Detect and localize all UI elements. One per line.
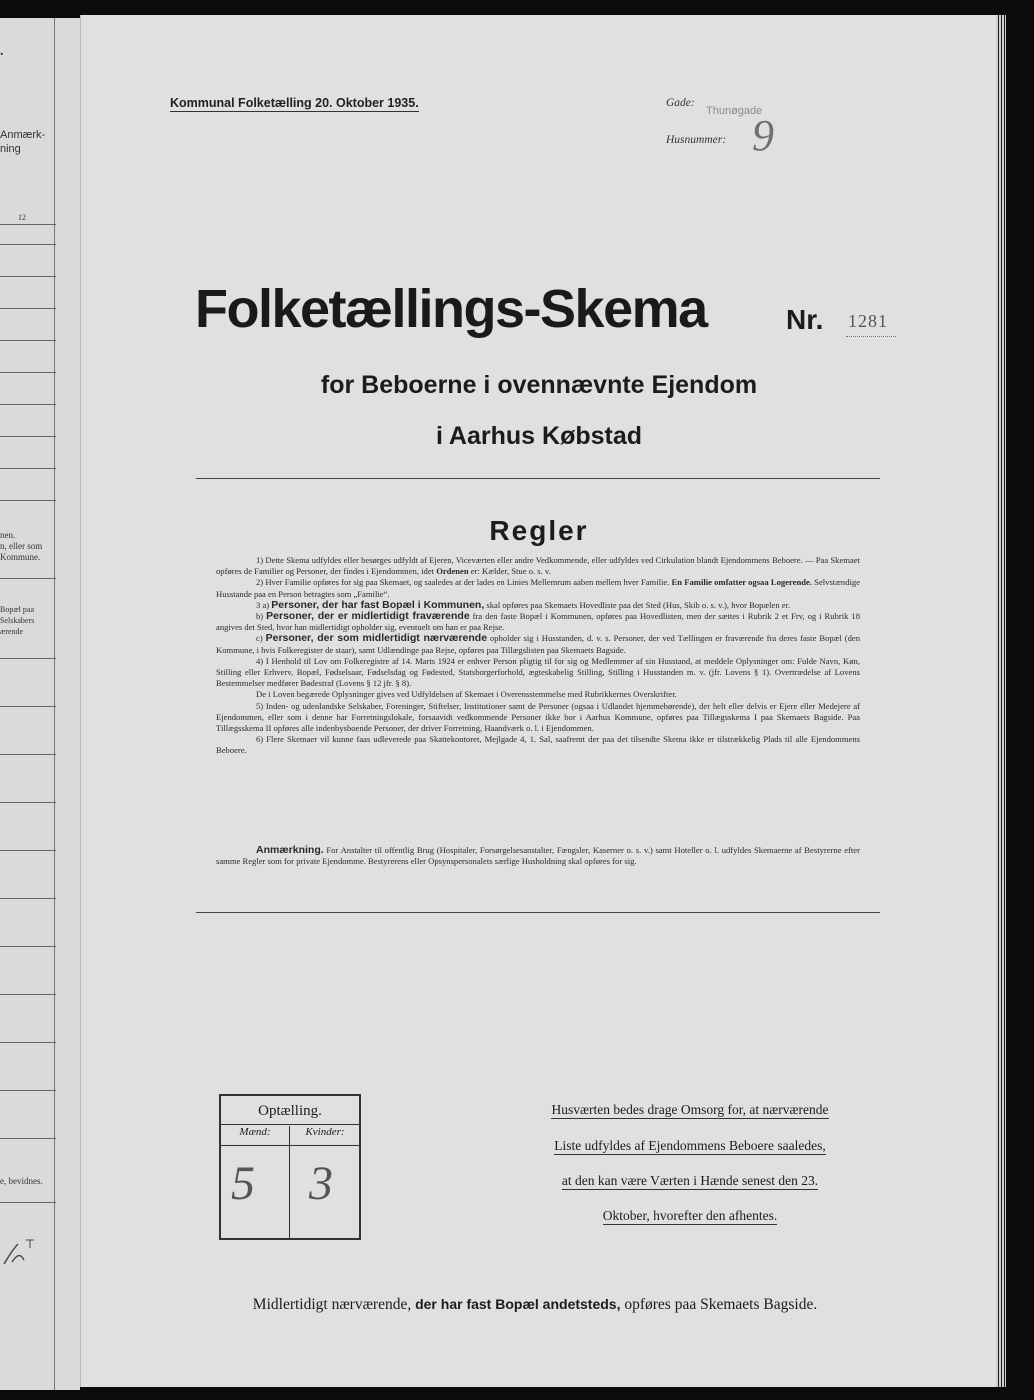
rule-1: 1) Dette Skema udfyldes eller besørges udfyldt af Ejeren, Viceværten eller andre Vedkommende, eller udfyldes ved Cirkulation blandt Ejendommens Beboere. — Paa Skemaet opføres de Familier og Personer, der findes i Ejendommen, idet Ordenen er: Kælder, Stue o. s. v. [216, 555, 860, 577]
adjacent-page-rule [0, 436, 56, 437]
adjacent-page-rule [0, 706, 56, 707]
rule-5: 5) Inden- og udenlandske Selskaber, Foreninger, Stiftelser, Institutioner samt de Personer (ogsaa i Udlandet hjemmehørende), der helt eller delvis er Ejere eller Medejere af Ejendommen, eller som i denne har Forretningslokale, forsaavidt vedkommende Personer ikke bor i Aarhus Kommune, opføres paa Tillægsskema I paa Skemaets Bagside. Paa Tillægsskema II opføres alle indenbysboende Personer, der driver Forretning, Haandværk o. l. i Ejendommen. [216, 700, 860, 734]
form-number-dotted-line [846, 336, 896, 337]
adjacent-page-column-number: 12 [18, 213, 26, 222]
adjacent-page-rule [0, 658, 56, 659]
rule-6: 6) Flere Skemaer vil kunne faas udleverede paa Skattekontoret, Mejlgade 4, 1. Sal, saafremt der paa det tilsendte Skema ikke er tilstrækkelig Plads til alle Ejendommens Beboere. [216, 734, 860, 756]
count-subheader-rule [221, 1145, 359, 1146]
adjacent-page-dot: . [0, 44, 4, 59]
count-column-divider [289, 1126, 290, 1238]
adjacent-page-rule [0, 308, 56, 309]
adjacent-page-rule [0, 754, 56, 755]
adjacent-page-rule [0, 1138, 56, 1139]
form-number-label: Nr. [786, 304, 824, 335]
form-number-value: 1281 [848, 311, 888, 331]
notice-line: Oktober, hvorefter den afhentes. [602, 1208, 778, 1223]
notice-line: Husværten bedes drage Omsorg for, at nærværende [551, 1102, 829, 1117]
remark [216, 845, 860, 867]
form-subtitle-city: i Aarhus Købstad [435, 422, 643, 450]
adjacent-page-rule [0, 1090, 56, 1091]
men-count-value: 5 [231, 1157, 255, 1210]
rules-body [216, 555, 860, 757]
adjacent-page-fragment: nen. n, eller som Kommune. [0, 530, 43, 562]
adjacent-page-header: Anmærk- ning [0, 129, 46, 155]
rule-3a: 3 a) Personer, der har fast Bopæl i Kommunen, skal opføres paa Skemaets Hovedliste paa det Sted (Hus, Skib o. s. v.), hvor Bopælen er. [256, 598, 791, 611]
rule-3c: c) Personer, der som midlertidigt nærværende opholder sig i Husstanden, d. v. s. Personer, der ved Tællingen er fraværende fra deres faste Bopæl (den Kommune, i hvis Folkeregister de staar), samt Udlændinge paa Rejse, opføres paa Tillægslisten paa Skemaets Bagside. [216, 632, 860, 655]
adjacent-page-rule [0, 468, 56, 469]
adjacent-page [0, 18, 80, 1390]
form-subtitle: for Beboerne i ovennævnte Ejendom [320, 371, 758, 399]
women-label: Kvinder: [305, 1126, 345, 1138]
remark-text: For Anstalter til offentlig Brug (Hospitaler, Forsørgelsesanstalter, Fængsler, Kaserner o. s. v.) samt Hoteller o. l. udfyldes Skemaerne af Bestyrerne efter samme Regler som for private Ejendomme. Bestyrerens eller Opsynspersonalets særlige Husholdning skal opføres for sig. [216, 845, 860, 867]
footer-instruction: Midlertidigt nærværende, der har fast Bopæl andetsteds, opføres paa Skemaets Bagside. [252, 1296, 818, 1313]
men-label: Mænd: [239, 1126, 271, 1138]
notice-line: Liste udfyldes af Ejendommens Beboere saaledes, [554, 1138, 826, 1153]
rule-4: 4) I Henhold til Lov om Folkeregistre af 14. Marts 1924 er enhver Person pligtig til for sig og Medlemmer af sin Husstand, at meddele Oplysninger om: Fulde Navn, Køn, Stilling eller Erhverv, Bopæl, Fødselsaar, Fødselsdag og Fødested, Statsborgerforhold, ægteskabelig Stilling, Stilling i Husstanden m. v. (jfr. Lovens § 1). Overtrædelse af Lovens Bestemmelser medfører Bødestraf (Lovens § 12 jfr. § 8). [216, 655, 860, 689]
rule-3b: b) Personer, der er midlertidigt fraværende fra den faste Bopæl i Kommunen, opføres paa Hovedlisten, men der sættes i Rubrik 2 et Frv, og i Rubrik 18 angives det Sted, hvor han midlertidigt opholder sig, eventuelt om han er paa Rejse. [216, 610, 861, 633]
adjacent-page-fragment: e, bevidnes. [0, 1176, 43, 1186]
street-value: Thunøgade [706, 105, 763, 117]
rules-heading: Regler [489, 515, 589, 546]
women-count-value: 3 [309, 1157, 333, 1210]
count-title: Optælling. [221, 1096, 359, 1125]
notice-line: at den kan være Værten i Hænde senest den 23. [561, 1173, 819, 1188]
page-edge [996, 15, 1006, 1387]
adjacent-page-rule [0, 578, 56, 579]
adjacent-page-fragment: Bopæl paa Selskabers ærende [0, 605, 35, 636]
adjacent-page-rule [0, 404, 56, 405]
adjacent-page-rule [0, 802, 56, 803]
rule-4-note: De i Loven begærede Oplysninger gives ved Udfyldelsen af Skemaet i Overensstemmelse med Rubrikkernes Overskrifter. [256, 689, 677, 700]
signature-fragment-icon [0, 1234, 40, 1274]
adjacent-page-rule [0, 340, 56, 341]
adjacent-page-rule [0, 946, 56, 947]
adjacent-page-rule [0, 994, 56, 995]
adjacent-page-rule [0, 898, 56, 899]
adjacent-page-rule [0, 1042, 56, 1043]
house-number-label: Husnummer: [666, 134, 727, 146]
divider [196, 478, 880, 479]
divider [196, 912, 880, 913]
street-label: Gade: [666, 97, 695, 109]
form-title: Folketællings-Skema [195, 279, 707, 339]
adjacent-page-rule [0, 500, 56, 501]
census-header: Kommunal Folketælling 20. Oktober 1935. [170, 96, 419, 110]
house-number-value: 9 [752, 111, 774, 160]
adjacent-page-rule [0, 276, 56, 277]
count-box [219, 1094, 361, 1240]
adjacent-page-rule [0, 1202, 56, 1203]
rule-2: 2) Hver Familie opføres for sig paa Skemaet, og saaledes at der lades en Linies Mellemrum aaben mellem hver Familie. En Familie omfatter ogsaa Logerende. Selvstændige Husstande paa en Person betragtes som „Familie“. [216, 577, 861, 599]
adjacent-page-rule [0, 850, 56, 851]
remark-label: Anmærkning. [256, 844, 324, 856]
adjacent-page-rule [0, 244, 56, 245]
adjacent-page-rule [0, 224, 56, 225]
adjacent-page-rule [0, 372, 56, 373]
